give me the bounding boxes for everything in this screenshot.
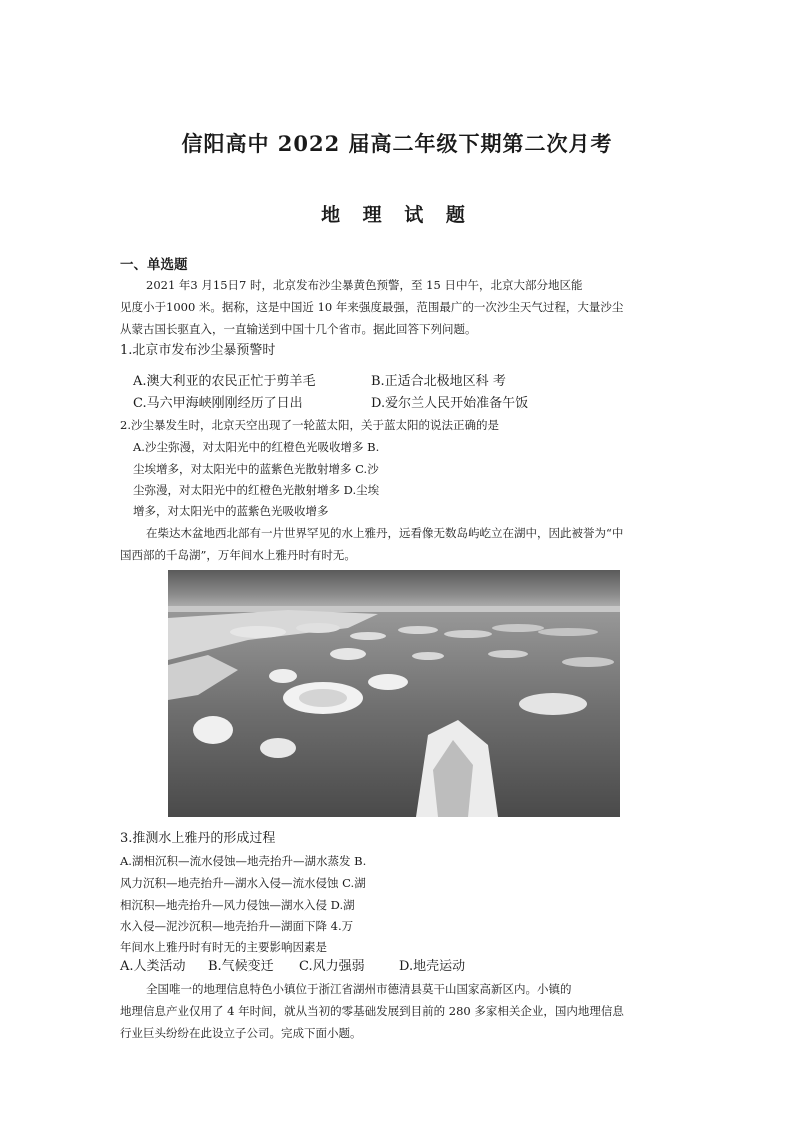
- question-4-option-d: D.地壳运动: [399, 959, 466, 974]
- question-4-option-b: B.气候变迁: [208, 959, 274, 974]
- exam-title: 信阳高中 2022 届高二年级下期第二次月考: [181, 131, 613, 156]
- passage3-line-1: 全国唯一的地理信息特色小镇位于浙江省湖州市德清县莫干山国家高新区内。小镇的: [146, 982, 572, 996]
- passage1-line-1: 2021 年3 月15日7 时，北京发布沙尘暴黄色预警，至 15 日中午，北京大部分地区能: [146, 278, 583, 292]
- question-2-line-2: A.沙尘弥漫，对太阳光中的红橙色光吸收增多 B.: [133, 440, 380, 454]
- question-3-line-2: A.湖相沉积—流水侵蚀—地壳抬升—湖水蒸发 B.: [120, 854, 367, 868]
- question-3-line-5: 水入侵—泥沙沉积—地壳抬升—湖面下降 4.万: [120, 919, 354, 933]
- question-2-line-3: 尘埃增多，对太阳光中的蓝紫色光散射增多 C.沙: [133, 462, 379, 476]
- question-4-option-c: C.风力强弱: [299, 959, 365, 974]
- question-3-line-1: 3.推测水上雅丹的形成过程: [120, 831, 276, 846]
- exam-subtitle: 地 理 试 题: [321, 204, 473, 226]
- passage1-line-2: 见度小于1000 米。据称，这是中国近 10 年来强度最强，范围最广的一次沙尘天气过程，大量沙尘: [120, 300, 624, 314]
- passage3-line-2: 地理信息产业仅用了 4 年时间，就从当初的零基础发展到目前的 280 多家相关企业，国内地理信息: [120, 1004, 624, 1018]
- question-2-line-4: 尘弥漫，对太阳光中的红橙色光散射增多 D.尘埃: [133, 483, 380, 497]
- question-2-line-1: 2.沙尘暴发生时，北京天空出现了一轮蓝太阳，关于蓝太阳的说法正确的是: [120, 418, 499, 432]
- passage2-line-2: 国西部的千岛湖”，万年间水上雅丹时有时无。: [120, 548, 356, 562]
- question-1-option-a: A.澳大利亚的农民正忙于剪羊毛: [133, 374, 316, 389]
- question-4-stem: 年间水上雅丹时有时无的主要影响因素是: [120, 940, 327, 954]
- question-2-line-5: 增多，对太阳光中的蓝紫色光吸收增多: [133, 504, 329, 518]
- passage3-line-3: 行业巨头纷纷在此设立子公司。完成下面小题。: [120, 1026, 362, 1040]
- question-1-option-c: C.马六甲海峡刚刚经历了日出: [133, 396, 303, 411]
- section-heading: 一、单选题: [120, 257, 188, 273]
- passage1-line-3: 从蒙古国长驱直入，一直输送到中国十几个省市。据此回答下列问题。: [120, 322, 477, 336]
- passage2-line-1: 在柴达木盆地西北部有一片世界罕见的水上雅丹，远看像无数岛屿屹立在湖中，因此被誉为“中: [146, 526, 624, 540]
- question-3-line-4: 相沉积—地壳抬升—风力侵蚀—湖水入侵 D.湖: [120, 898, 355, 912]
- question-1-stem: 1.北京市发布沙尘暴预警时: [120, 343, 276, 358]
- question-1-option-d: D.爱尔兰人民开始准备午饭: [371, 396, 529, 411]
- water-yardang-photo: [168, 570, 620, 817]
- question-4-option-a: A.人类活动: [120, 959, 186, 974]
- question-1-option-b: B.正适合北极地区科 考: [371, 374, 506, 389]
- question-3-line-3: 风力沉积—地壳抬升—湖水入侵—流水侵蚀 C.湖: [120, 876, 366, 890]
